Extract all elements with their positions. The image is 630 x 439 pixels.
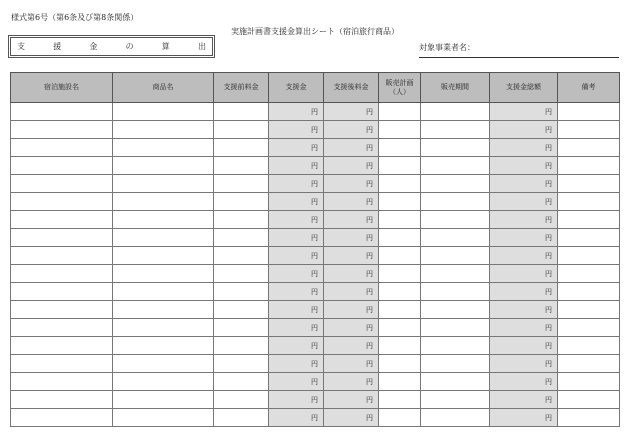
price-after-cell: 円 bbox=[324, 139, 379, 157]
support-total-cell: 円 bbox=[490, 157, 558, 175]
sales-plan-cell[interactable] bbox=[379, 211, 421, 229]
facility-name-cell[interactable] bbox=[11, 175, 113, 193]
table-row bbox=[11, 301, 620, 319]
facility-name-cell[interactable] bbox=[11, 391, 113, 409]
price-after-cell: 円 bbox=[324, 355, 379, 373]
facility-name-cell[interactable] bbox=[11, 337, 113, 355]
price-after-cell: 円 bbox=[324, 391, 379, 409]
sales-period-cell[interactable] bbox=[421, 103, 490, 121]
sales-period-cell[interactable] bbox=[421, 247, 490, 265]
remarks-cell[interactable] bbox=[558, 175, 620, 193]
remarks-cell[interactable] bbox=[558, 193, 620, 211]
table-row bbox=[11, 355, 620, 373]
remarks-cell[interactable] bbox=[558, 103, 620, 121]
facility-name-cell[interactable] bbox=[11, 319, 113, 337]
table-body bbox=[11, 103, 620, 427]
support-total-cell: 円 bbox=[490, 319, 558, 337]
facility-name-cell[interactable] bbox=[11, 193, 113, 211]
facility-name-cell[interactable] bbox=[11, 409, 113, 427]
support-amount-cell: 円 bbox=[269, 247, 324, 265]
remarks-cell[interactable] bbox=[558, 355, 620, 373]
price-before-cell[interactable] bbox=[214, 193, 269, 211]
table-row bbox=[11, 121, 620, 139]
price-after-cell: 円 bbox=[324, 247, 379, 265]
support-amount-cell: 円 bbox=[269, 139, 324, 157]
product-name-cell[interactable] bbox=[113, 229, 214, 247]
product-name-cell[interactable] bbox=[113, 265, 214, 283]
support-total-cell: 円 bbox=[490, 121, 558, 139]
facility-name-cell[interactable] bbox=[11, 211, 113, 229]
facility-name-cell[interactable] bbox=[11, 229, 113, 247]
price-after-cell: 円 bbox=[324, 265, 379, 283]
product-name-cell[interactable] bbox=[113, 211, 214, 229]
header-row bbox=[11, 73, 620, 103]
support-amount-cell: 円 bbox=[269, 193, 324, 211]
table-row bbox=[11, 373, 620, 391]
calc-char: 支 bbox=[17, 42, 25, 51]
support-total-cell: 円 bbox=[490, 265, 558, 283]
calculation-table bbox=[10, 72, 620, 427]
col-support-amount: 支援金 bbox=[269, 73, 324, 103]
product-name-cell[interactable] bbox=[113, 175, 214, 193]
support-amount-cell: 円 bbox=[269, 409, 324, 427]
product-name-cell[interactable] bbox=[113, 391, 214, 409]
product-name-cell[interactable] bbox=[113, 373, 214, 391]
price-before-cell[interactable] bbox=[214, 373, 269, 391]
sales-period-cell[interactable] bbox=[421, 139, 490, 157]
remarks-cell[interactable] bbox=[558, 247, 620, 265]
table-row bbox=[11, 229, 620, 247]
price-before-cell[interactable] bbox=[214, 391, 269, 409]
table-row bbox=[11, 103, 620, 121]
product-name-cell[interactable] bbox=[113, 193, 214, 211]
product-name-cell[interactable] bbox=[113, 409, 214, 427]
sales-period-cell[interactable] bbox=[421, 337, 490, 355]
support-amount-cell: 円 bbox=[269, 391, 324, 409]
sales-period-cell[interactable] bbox=[421, 229, 490, 247]
product-name-cell[interactable] bbox=[113, 157, 214, 175]
col-product-name: 商品名 bbox=[113, 73, 214, 103]
facility-name-cell[interactable] bbox=[11, 265, 113, 283]
support-total-cell: 円 bbox=[490, 337, 558, 355]
facility-name-cell[interactable] bbox=[11, 157, 113, 175]
remarks-cell[interactable] bbox=[558, 391, 620, 409]
product-name-cell[interactable] bbox=[113, 247, 214, 265]
product-name-cell[interactable] bbox=[113, 337, 214, 355]
remarks-cell[interactable] bbox=[558, 301, 620, 319]
support-total-cell: 円 bbox=[490, 229, 558, 247]
table-row bbox=[11, 139, 620, 157]
table-row bbox=[11, 409, 620, 427]
col-remarks: 備考 bbox=[558, 73, 620, 103]
calc-char: 出 bbox=[197, 42, 206, 51]
price-before-cell[interactable] bbox=[214, 103, 269, 121]
sales-plan-cell[interactable] bbox=[379, 175, 421, 193]
product-name-cell[interactable] bbox=[113, 301, 214, 319]
price-after-cell: 円 bbox=[324, 319, 379, 337]
support-amount-cell: 円 bbox=[269, 175, 324, 193]
price-after-cell: 円 bbox=[324, 283, 379, 301]
operator-name-label: 対象事業者名： bbox=[419, 43, 475, 52]
sales-period-cell[interactable] bbox=[421, 301, 490, 319]
price-before-cell[interactable] bbox=[214, 211, 269, 229]
product-name-cell[interactable] bbox=[113, 355, 214, 373]
table-row bbox=[11, 319, 620, 337]
col-support-total: 支援金総額 bbox=[490, 73, 558, 103]
price-after-cell: 円 bbox=[324, 103, 379, 121]
support-total-cell: 円 bbox=[490, 409, 558, 427]
remarks-cell[interactable] bbox=[558, 337, 620, 355]
facility-name-cell[interactable] bbox=[11, 301, 113, 319]
price-before-cell[interactable] bbox=[214, 247, 269, 265]
sales-period-cell[interactable] bbox=[421, 265, 490, 283]
table-row bbox=[11, 211, 620, 229]
product-name-cell[interactable] bbox=[113, 283, 214, 301]
price-after-cell: 円 bbox=[324, 229, 379, 247]
support-total-cell: 円 bbox=[490, 175, 558, 193]
price-after-cell: 円 bbox=[324, 337, 379, 355]
support-total-cell: 円 bbox=[490, 139, 558, 157]
support-amount-cell: 円 bbox=[269, 265, 324, 283]
table-row bbox=[11, 283, 620, 301]
calc-char: 援 bbox=[53, 42, 62, 51]
price-before-cell[interactable] bbox=[214, 157, 269, 175]
table-row bbox=[11, 157, 620, 175]
remarks-cell[interactable] bbox=[558, 409, 620, 427]
price-before-cell[interactable] bbox=[214, 175, 269, 193]
sales-period-cell[interactable] bbox=[421, 121, 490, 139]
price-after-cell: 円 bbox=[324, 121, 379, 139]
support-amount-cell: 円 bbox=[269, 373, 324, 391]
support-amount-cell: 円 bbox=[269, 319, 324, 337]
price-after-cell: 円 bbox=[324, 409, 379, 427]
col-facility-name: 宿泊施設名 bbox=[11, 73, 113, 103]
product-name-cell[interactable] bbox=[113, 121, 214, 139]
facility-name-cell[interactable] bbox=[11, 373, 113, 391]
calc-char: 算 bbox=[161, 42, 170, 51]
price-after-cell: 円 bbox=[324, 157, 379, 175]
price-before-cell[interactable] bbox=[214, 409, 269, 427]
price-before-cell[interactable] bbox=[214, 319, 269, 337]
facility-name-cell[interactable] bbox=[11, 121, 113, 139]
col-price-before: 支援前料金 bbox=[214, 73, 269, 103]
table-row bbox=[11, 175, 620, 193]
sales-plan-cell[interactable] bbox=[379, 301, 421, 319]
sales-plan-cell[interactable] bbox=[379, 229, 421, 247]
support-amount-cell: 円 bbox=[269, 157, 324, 175]
remarks-cell[interactable] bbox=[558, 229, 620, 247]
sales-period-cell[interactable] bbox=[421, 319, 490, 337]
price-before-cell[interactable] bbox=[214, 355, 269, 373]
sales-plan-cell[interactable] bbox=[379, 265, 421, 283]
sales-plan-cell[interactable] bbox=[379, 247, 421, 265]
remarks-cell[interactable] bbox=[558, 319, 620, 337]
sales-period-cell[interactable] bbox=[421, 409, 490, 427]
support-amount-cell: 円 bbox=[269, 283, 324, 301]
sales-plan-cell[interactable] bbox=[379, 157, 421, 175]
support-amount-cell: 円 bbox=[269, 103, 324, 121]
product-name-cell[interactable] bbox=[113, 319, 214, 337]
support-total-cell: 円 bbox=[490, 193, 558, 211]
col-sales-period: 販売期間 bbox=[421, 73, 490, 103]
table-row bbox=[11, 337, 620, 355]
sales-period-cell[interactable] bbox=[421, 211, 490, 229]
sales-plan-cell[interactable] bbox=[379, 337, 421, 355]
calculation-label-box bbox=[10, 37, 213, 56]
price-before-cell[interactable] bbox=[214, 265, 269, 283]
facility-name-cell[interactable] bbox=[11, 247, 113, 265]
sales-period-cell[interactable] bbox=[421, 283, 490, 301]
support-total-cell: 円 bbox=[490, 391, 558, 409]
support-amount-cell: 円 bbox=[269, 301, 324, 319]
support-total-cell: 円 bbox=[490, 103, 558, 121]
product-name-cell[interactable] bbox=[113, 139, 214, 157]
support-amount-cell: 円 bbox=[269, 229, 324, 247]
sales-plan-cell[interactable] bbox=[379, 139, 421, 157]
support-total-cell: 円 bbox=[490, 211, 558, 229]
table-row bbox=[11, 193, 620, 211]
table-row bbox=[11, 265, 620, 283]
price-after-cell: 円 bbox=[324, 175, 379, 193]
support-total-cell: 円 bbox=[490, 301, 558, 319]
sales-plan-cell[interactable] bbox=[379, 409, 421, 427]
sales-period-cell[interactable] bbox=[421, 175, 490, 193]
remarks-cell[interactable] bbox=[558, 265, 620, 283]
support-amount-cell: 円 bbox=[269, 211, 324, 229]
facility-name-cell[interactable] bbox=[11, 355, 113, 373]
price-before-cell[interactable] bbox=[214, 229, 269, 247]
remarks-cell[interactable] bbox=[558, 211, 620, 229]
price-before-cell[interactable] bbox=[214, 301, 269, 319]
price-after-cell: 円 bbox=[324, 193, 379, 211]
operator-name-field[interactable] bbox=[419, 43, 619, 58]
sales-plan-cell[interactable] bbox=[379, 121, 421, 139]
sales-plan-cell[interactable] bbox=[379, 319, 421, 337]
price-before-cell[interactable] bbox=[214, 337, 269, 355]
sales-period-cell[interactable] bbox=[421, 355, 490, 373]
product-name-cell[interactable] bbox=[113, 103, 214, 121]
support-amount-cell: 円 bbox=[269, 355, 324, 373]
sales-period-cell[interactable] bbox=[421, 157, 490, 175]
table-row bbox=[11, 247, 620, 265]
sales-period-cell[interactable] bbox=[421, 193, 490, 211]
support-total-cell: 円 bbox=[490, 247, 558, 265]
calc-char: 金 bbox=[89, 42, 98, 51]
col-price-after: 支援後料金 bbox=[324, 73, 379, 103]
form-number: 様式第6号（第6条及び第8条関係） bbox=[11, 13, 139, 22]
price-before-cell[interactable] bbox=[214, 139, 269, 157]
support-total-cell: 円 bbox=[490, 283, 558, 301]
sales-plan-cell[interactable] bbox=[379, 373, 421, 391]
facility-name-cell[interactable] bbox=[11, 139, 113, 157]
remarks-cell[interactable] bbox=[558, 121, 620, 139]
sales-plan-cell[interactable] bbox=[379, 355, 421, 373]
sales-plan-cell[interactable] bbox=[379, 103, 421, 121]
sales-period-cell[interactable] bbox=[421, 391, 490, 409]
sales-period-cell[interactable] bbox=[421, 373, 490, 391]
sales-plan-cell[interactable] bbox=[379, 193, 421, 211]
price-after-cell: 円 bbox=[324, 301, 379, 319]
sales-plan-cell[interactable] bbox=[379, 283, 421, 301]
support-amount-cell: 円 bbox=[269, 337, 324, 355]
facility-name-cell[interactable] bbox=[11, 103, 113, 121]
price-before-cell[interactable] bbox=[214, 283, 269, 301]
remarks-cell[interactable] bbox=[558, 157, 620, 175]
facility-name-cell[interactable] bbox=[11, 283, 113, 301]
support-total-cell: 円 bbox=[490, 355, 558, 373]
remarks-cell[interactable] bbox=[558, 373, 620, 391]
col-sales-plan: 販売計画（人） bbox=[379, 73, 421, 103]
support-amount-cell: 円 bbox=[269, 121, 324, 139]
support-total-cell: 円 bbox=[490, 373, 558, 391]
remarks-cell[interactable] bbox=[558, 283, 620, 301]
remarks-cell[interactable] bbox=[558, 139, 620, 157]
sheet-title: 実施計画書支援金算出シート（宿泊旅行商品） bbox=[231, 27, 399, 36]
price-after-cell: 円 bbox=[324, 373, 379, 391]
price-after-cell: 円 bbox=[324, 211, 379, 229]
price-before-cell[interactable] bbox=[214, 121, 269, 139]
sales-plan-cell[interactable] bbox=[379, 391, 421, 409]
table-row bbox=[11, 391, 620, 409]
calc-char: の bbox=[125, 42, 134, 51]
